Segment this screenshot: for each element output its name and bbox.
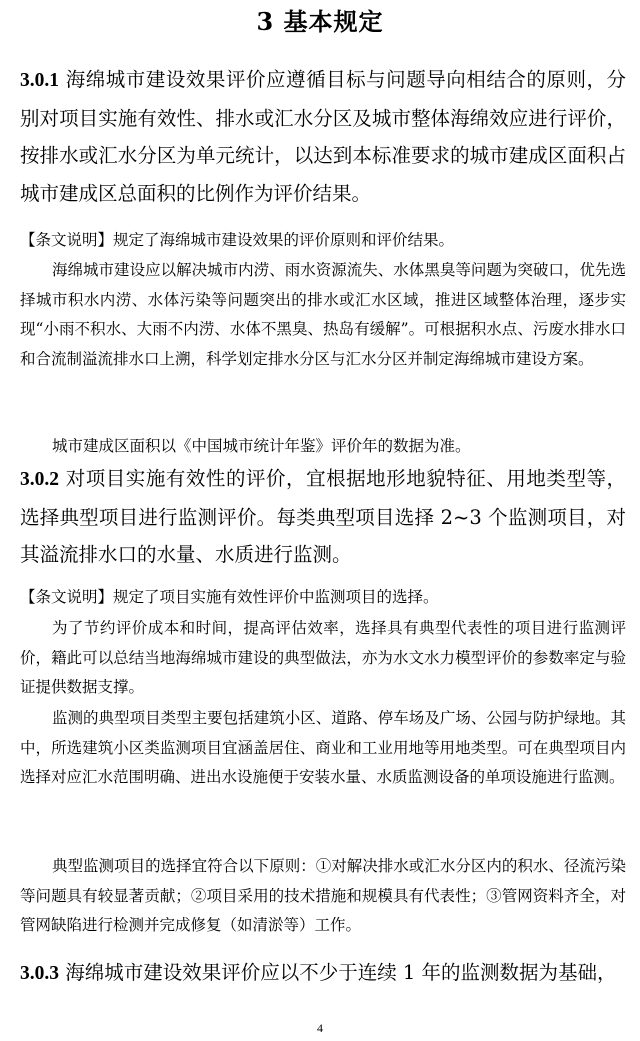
- page-number: 4: [317, 1021, 323, 1035]
- clause-text: 海绵城市建设效果评价应以不少于连续 1 年的监测数据为基础，: [59, 961, 617, 984]
- clause-number: 3.0.1: [20, 70, 59, 91]
- note-paragraph: 监测的典型项目类型主要包括建筑小区、道路、停车场及广场、公园与防护绿地。其中，所选建筑小区类监测项目宜涵盖居住、商业和工业用地等用地类型。可在典型项目内选择对应汇水范围明确、进出水设施便于安装水量、水质监测设备的单项设施进行监测。: [20, 709, 626, 786]
- clause-3-0-1: [20, 61, 626, 212]
- clause-number: 3.0.2: [20, 469, 59, 490]
- section-title: 3 基本规定: [256, 7, 384, 36]
- clause-3-0-2: [20, 460, 626, 574]
- clause-text: 海绵城市建设效果评价应遵循目标与问题导向相结合的原则，分别对项目实施有效性、排水或汇水分区及城市整体海绵效应进行评价，按排水或汇水分区为单元统计，以达到本标准要求的城市建成区面积占城市建成区总面积的比例作为评价结果。: [20, 68, 626, 205]
- clause-number: 3.0.3: [20, 963, 59, 984]
- clause-3-0-3: [20, 954, 626, 993]
- clause-text: 对项目实施有效性的评价，宜根据地形地貌特征、用地类型等，选择典型项目进行监测评价。每类典型项目选择 2~3 个监测项目，对其溢流排水口的水量、水质进行监测。: [20, 467, 626, 567]
- note-paragraph: 城市建成区面积以《中国城市统计年鉴》评价年的数据为准。: [52, 437, 471, 455]
- clause-note-heading: 【条文说明】规定了海绵城市建设效果的评价原则和评价结果。: [20, 231, 455, 249]
- note-paragraph: 海绵城市建设应以解决城市内涝、雨水资源流失、水体黑臭等问题为突破口，优先选择城市积水内涝、水体污染等问题突出的排水或汇水区域，推进区域整体治理，逐步实现“小雨不积水、大雨不内涝、水体不黑臭、热岛有缓解”。可根据积水点、污废水排水口和合流制溢流排水口上溯，科学划定排水分区与汇水分区并制定海绵城市建设方案。: [20, 261, 626, 368]
- note-paragraph: 典型监测项目的选择宜符合以下原则：①对解决排水或汇水分区内的积水、径流污染等问题具有较显著贡献；②项目采用的技术措施和规模具有代表性；③管网资料齐全，对管网缺陷进行检测并完成修复（如清淤等）工作。: [20, 857, 626, 934]
- note-paragraph: 为了节约评价成本和时间，提高评估效率，选择具有典型代表性的项目进行监测评价，籍此可以总结当地海绵城市建设的典型做法，亦为水文水力模型评价的参数率定与验证提供数据支撑。: [20, 619, 626, 696]
- clause-note-heading: 【条文说明】规定了项目实施有效性评价中监测项目的选择。: [20, 588, 439, 606]
